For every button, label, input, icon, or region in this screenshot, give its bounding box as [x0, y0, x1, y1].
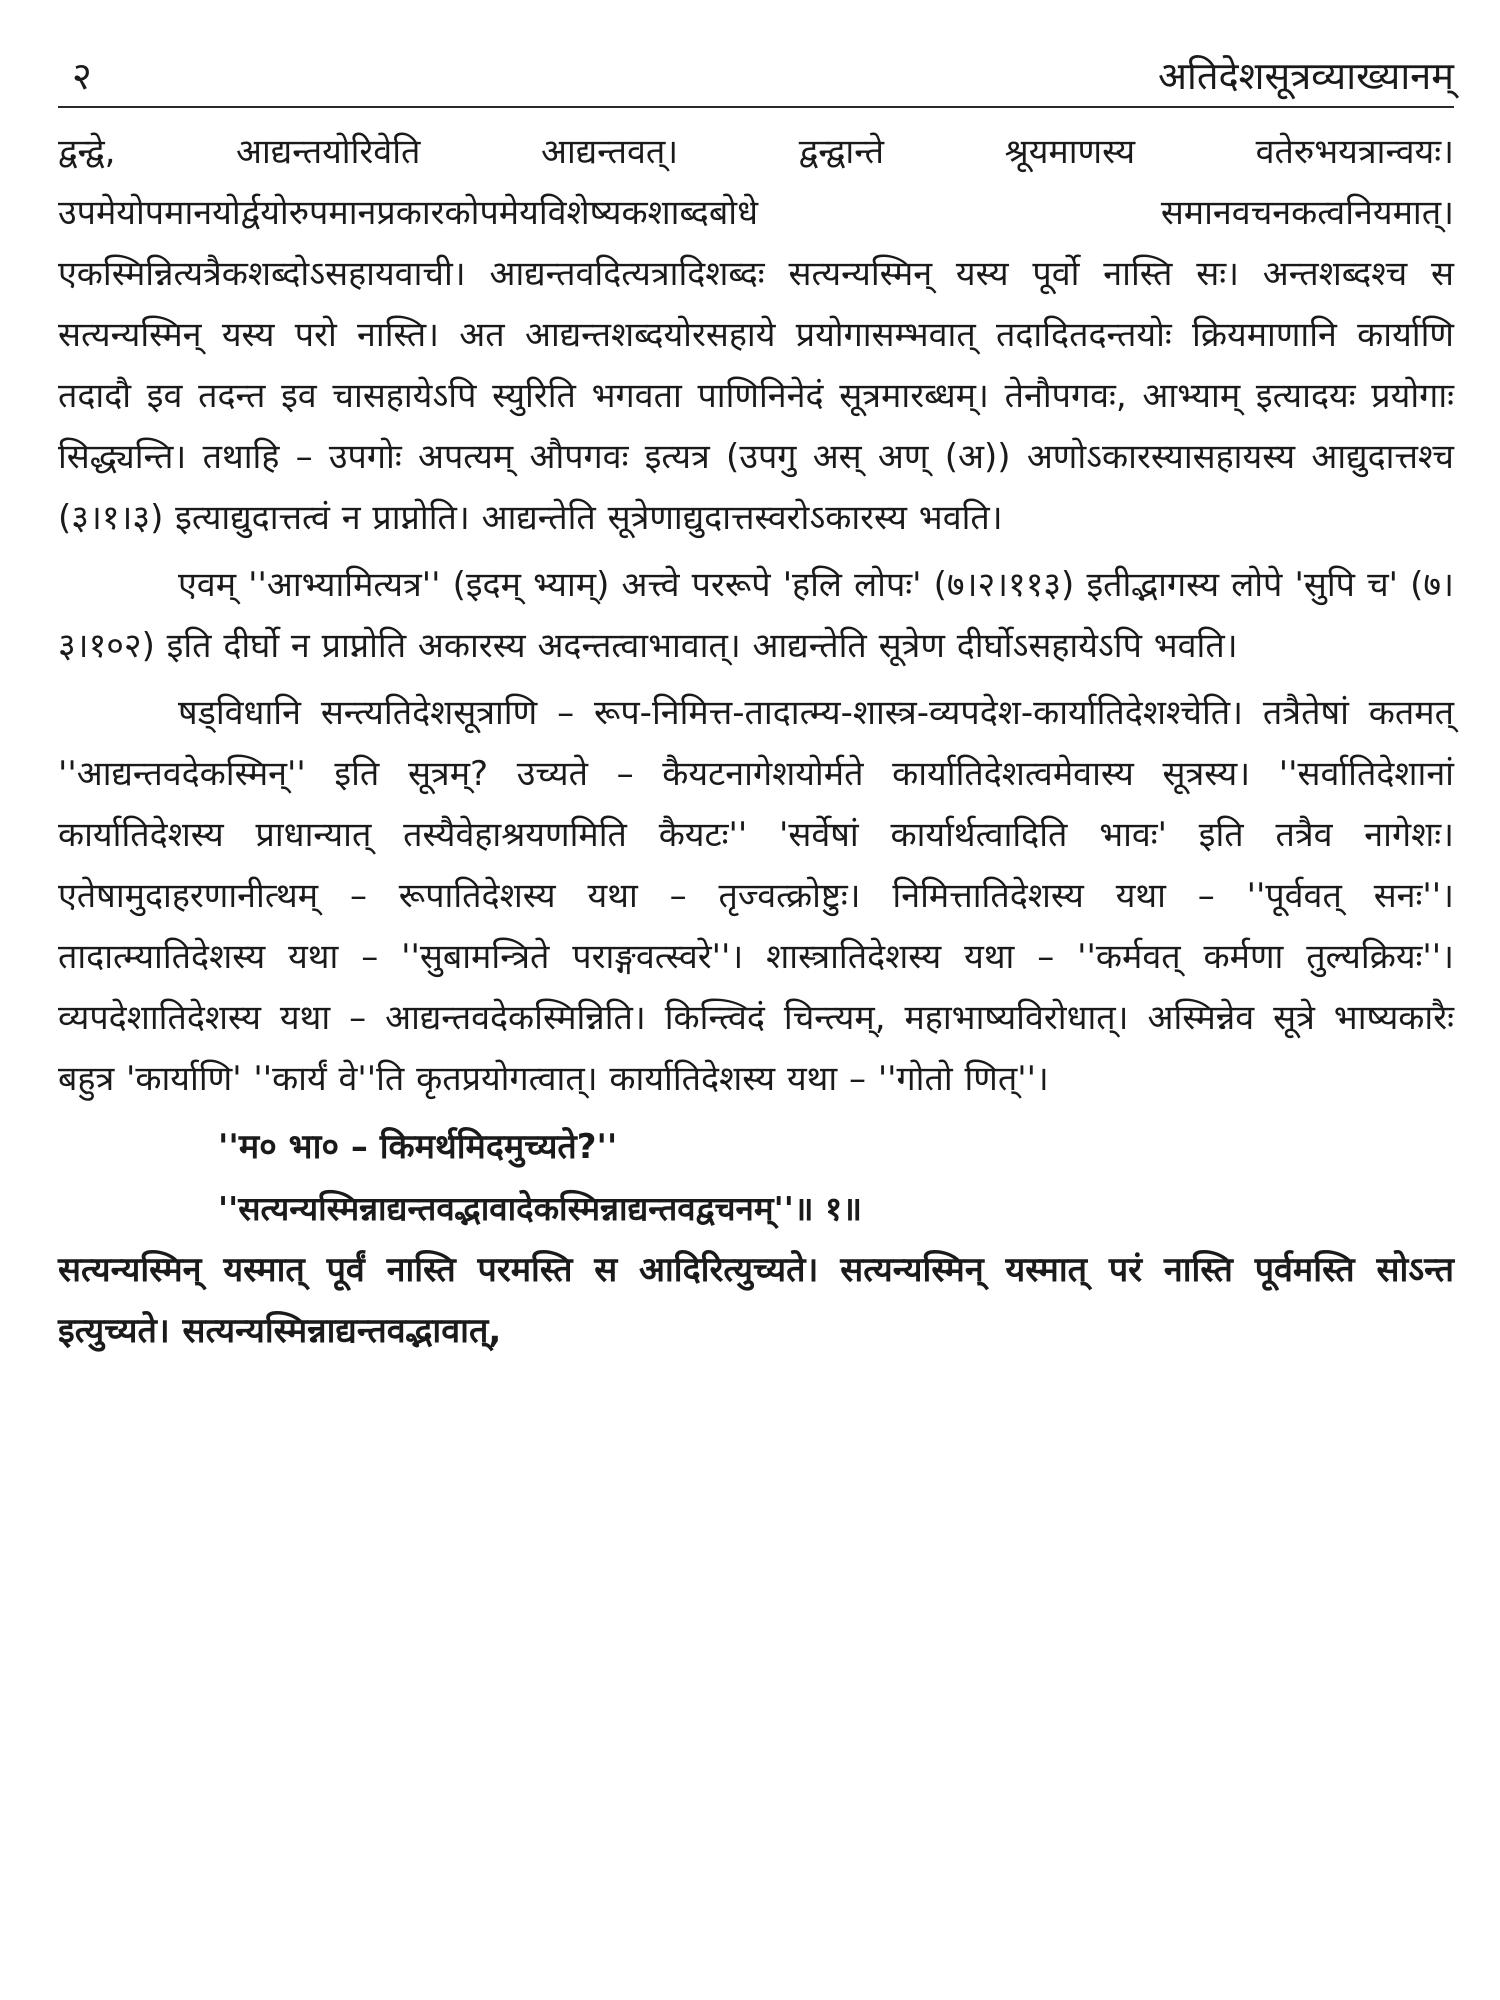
paragraph-1: द्वन्द्वे, आद्यन्तयोरिवेति आद्यन्तवत्। द्वन्द्वान्ते श्रूयमाणस्य वतेरुभयत्रान्वयः। उपमेयोपमानयोर्द्वयोरुपमानप्रकारकोपमेयविशेष्यकशाब्दबोधे समानवचनकत्वनियमात्। एकस्मिन्नित्यत्रैकशब्दोऽसहायवाची। आद्यन्तवदित्यत्रादिशब्दः सत्यन्यस्मिन् यस्य पूर्वो नास्ति सः। अन्तशब्दश्च स सत्यन्यस्मिन् यस्य परो नास्ति। अत आद्यन्तशब्दयोरसहाये प्रयोगासम्भवात् तदादितदन्तयोः क्रियमाणानि कार्याणि तदादौ इव तदन्त इव चासहायेऽपि स्युरिति भगवता पाणिनिनेदं सूत्रमारब्धम्। तेनौपगवः, आभ्याम् इत्यादयः प्रयोगाः सिद्ध्यन्ति। तथाहि – उपगोः अपत्यम् औपगवः इत्यत्र (उपगु अस् अण् (अ)) अणोऽकारस्यासहायस्य आद्युदात्तश्च (३।१।३) इत्याद्युदात्तत्वं न प्राप्नोति। आद्यन्तेति सूत्रेणाद्युदात्तस्वरोऽकारस्य भवति।: [58, 132, 1454, 538]
running-title: अतिदेशसूत्रव्याख्यानम्: [1157, 54, 1454, 98]
paragraph-2: एवम् ''आभ्यामित्यत्र'' (इदम् भ्याम्) अत्त्वे पररूपे 'हलि लोपः' (७।२।११३) इतीद्भागस्य लोपे 'सुपि च' (७।३।१०२) इति दीर्घो न प्राप्नोति अकारस्य अदन्तत्वाभावात्। आद्यन्तेति सूत्रेण दीर्घोऽसहायेऽपि भवति।: [58, 565, 1454, 666]
paragraph-3: षड्विधानि सन्त्यतिदेशसूत्राणि – रूप-निमित्त-तादात्म्य-शास्त्र-व्यपदेश-कार्यातिदेशश्चेति। तत्रैतेषां कतमत् ''आद्यन्तवदेकस्मिन्'' इति सूत्रम्? उच्यते – कैयटनागेशयोर्मते कार्यातिदेशत्वमेवास्य सूत्रस्य। ''सर्वातिदेशानां कार्यातिदेशस्य प्राधान्यात् तस्यैवेहाश्रयणमिति कैयटः'' 'सर्वेषां कार्यार्थत्वादिति भावः' इति तत्रैव नागेशः। एतेषामुदाहरणानीत्थम् – रूपातिदेशस्य यथा – तृज्वत्क्रोष्टुः। निमित्तातिदेशस्य यथा – ''पूर्ववत् सनः''। तादात्म्यातिदेशस्य यथा – ''सुबामन्त्रिते पराङ्गवत्स्वरे''। शास्त्रातिदेशस्य यथा – ''कर्मवत् कर्मणा तुल्यक्रियः''। व्यपदेशातिदेशस्य यथा – आद्यन्तवदेकस्मिन्निति। किन्त्विदं चिन्त्यम्, महाभाष्यविरोधात्। अस्मिन्नेव सूत्रे भाष्यकारैः बहुत्र 'कार्याणि' ''कार्यं वे''ति कृतप्रयोगत्वात्। कार्यातिदेशस्य यथा – ''गोतो णित्''।: [58, 693, 1454, 1099]
vartika-text: ''सत्यन्यस्मिन्नाद्यन्तवद्भावादेकस्मिन्नाद्यन्तवद्वचनम्''॥ १॥: [218, 1189, 862, 1228]
bhashya-explanation: सत्यन्यस्मिन् यस्मात् पूर्वं नास्ति परमस्ति स आदिरित्युच्यते। सत्यन्यस्मिन् यस्मात् परं नास्ति पूर्वमस्ति सोऽन्त इत्युच्यते। सत्यन्यस्मिन्नाद्यन्तवद्भावात्,: [58, 1250, 1454, 1351]
bhashya-question: ''म० भा० – किमर्थमिदमुच्यते?'': [218, 1127, 618, 1167]
page-number: २: [72, 54, 92, 98]
running-header: [58, 48, 1454, 108]
